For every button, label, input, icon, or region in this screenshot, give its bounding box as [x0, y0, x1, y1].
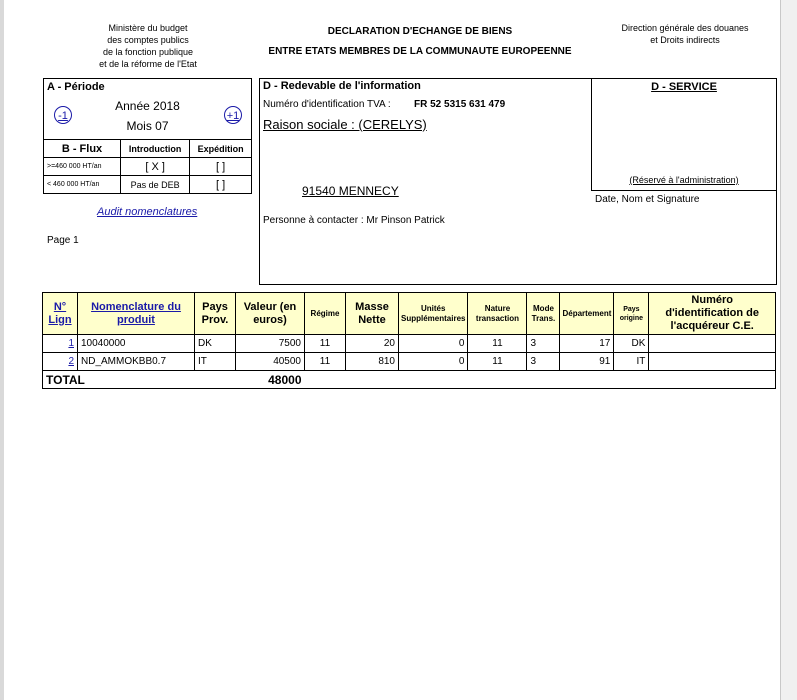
flux-introduction-value: Pas de DEB — [121, 176, 190, 194]
cell-pays: IT — [195, 353, 236, 371]
total-row-filler — [305, 371, 776, 389]
col-nomenclature[interactable]: Nomenclature du produit — [78, 293, 195, 335]
tva-label: Numéro d'identification TVA : — [263, 99, 391, 110]
direction-line: et Droits indirects — [650, 35, 720, 45]
direction-block — [605, 22, 765, 46]
window-left-border — [0, 0, 4, 700]
ministry-line: des comptes publics — [107, 35, 189, 45]
cell-regime: 11 — [305, 353, 346, 371]
cell-regime: 11 — [305, 335, 346, 353]
cell-valeur: 7500 — [236, 335, 305, 353]
col-departement: Département — [560, 293, 614, 335]
cell-numero — [649, 353, 776, 371]
cell-unites: 0 — [399, 335, 468, 353]
ministry-block — [88, 22, 208, 70]
col-numero-id: Numéro d'identification de l'acquéreur C.E. — [649, 293, 776, 335]
col-pays-prov: Pays Prov. — [195, 293, 236, 335]
total-row — [43, 371, 776, 389]
ministry-line: et de la réforme de l'Etat — [99, 59, 197, 69]
table-header-row — [43, 293, 776, 335]
col-mode: Mode Trans. — [527, 293, 560, 335]
page-number: Page 1 — [47, 235, 79, 246]
total-value: 48000 — [236, 371, 305, 389]
col-no-lign[interactable]: N° Lign — [43, 293, 78, 335]
flux-title: B - Flux — [44, 140, 121, 158]
next-period-button[interactable]: +1 — [224, 106, 242, 124]
flux-col-expedition: Expédition — [190, 140, 252, 158]
ministry-line: de la fonction publique — [102, 47, 194, 57]
cell-numero — [649, 335, 776, 353]
service-title: D - SERVICE — [651, 81, 717, 93]
cell-nature: 11 — [468, 353, 527, 371]
contact-person: Personne à contacter : Mr Pinson Patrick — [263, 215, 445, 226]
cell-unites: 0 — [399, 353, 468, 371]
cell-pays: DK — [195, 335, 236, 353]
cell-valeur: 40500 — [236, 353, 305, 371]
document-title-line1: DECLARATION D'ECHANGE DE BIENS — [327, 26, 513, 37]
cell-origine: DK — [614, 335, 649, 353]
flux-table — [43, 139, 252, 194]
periode-title: A - Période — [47, 81, 105, 93]
vertical-scrollbar[interactable] — [780, 0, 797, 700]
total-label: TOTAL — [43, 371, 236, 389]
flux-row-label: >=460 000 HT/an — [44, 158, 121, 176]
row-number-link[interactable]: 2 — [43, 353, 78, 371]
cell-nomenclature: 10040000 — [78, 335, 195, 353]
previous-period-button[interactable]: -1 — [54, 106, 72, 124]
service-box — [591, 78, 777, 191]
cell-masse: 20 — [346, 335, 399, 353]
col-pays-origine: Pays origine — [614, 293, 649, 335]
service-reserved-note: (Réservé à l'administration) — [629, 175, 739, 185]
table-row — [43, 353, 776, 371]
periode-annee: Année 2018 — [115, 99, 180, 113]
cell-masse: 810 — [346, 353, 399, 371]
flux-col-introduction: Introduction — [121, 140, 190, 158]
declaration-table — [42, 292, 776, 389]
row-number-link[interactable]: 1 — [43, 335, 78, 353]
signature-label: Date, Nom et Signature — [595, 194, 700, 205]
table-row — [43, 335, 776, 353]
audit-nomenclatures-link[interactable]: Audit nomenclatures — [97, 206, 198, 218]
cell-mode: 3 — [527, 335, 560, 353]
cell-nature: 11 — [468, 335, 527, 353]
cell-departement: 91 — [560, 353, 614, 371]
cell-mode: 3 — [527, 353, 560, 371]
document-title-line2: ENTRE ETATS MEMBRES DE LA COMMUNAUTE EUROPEENNE — [268, 46, 572, 57]
tva-value: FR 52 5315 631 479 — [414, 99, 506, 110]
periode-mois: Mois 07 — [126, 119, 169, 133]
redevable-title: D - Redevable de l'information — [263, 80, 421, 92]
col-unites: Unités Supplémentaires — [399, 293, 468, 335]
flux-expedition-checkbox[interactable]: [ ] — [190, 158, 252, 176]
periode-box — [43, 78, 252, 140]
flux-row-label: < 460 000 HT/an — [44, 176, 121, 194]
col-valeur: Valeur (en euros) — [236, 293, 305, 335]
flux-expedition-checkbox[interactable]: [ ] — [190, 176, 252, 194]
flux-introduction-checkbox[interactable]: [ X ] — [121, 158, 190, 176]
col-masse: Masse Nette — [346, 293, 399, 335]
address: 91540 MENNECY — [302, 184, 399, 198]
ministry-line: Ministère du budget — [108, 23, 188, 33]
raison-sociale: Raison sociale : (CERELYS) — [263, 117, 427, 132]
cell-departement: 17 — [560, 335, 614, 353]
cell-nomenclature: ND_AMMOKBB0.7 — [78, 353, 195, 371]
direction-line: Direction générale des douanes — [621, 23, 749, 33]
cell-origine: IT — [614, 353, 649, 371]
col-nature: Nature transaction — [468, 293, 527, 335]
col-regime: Régime — [305, 293, 346, 335]
